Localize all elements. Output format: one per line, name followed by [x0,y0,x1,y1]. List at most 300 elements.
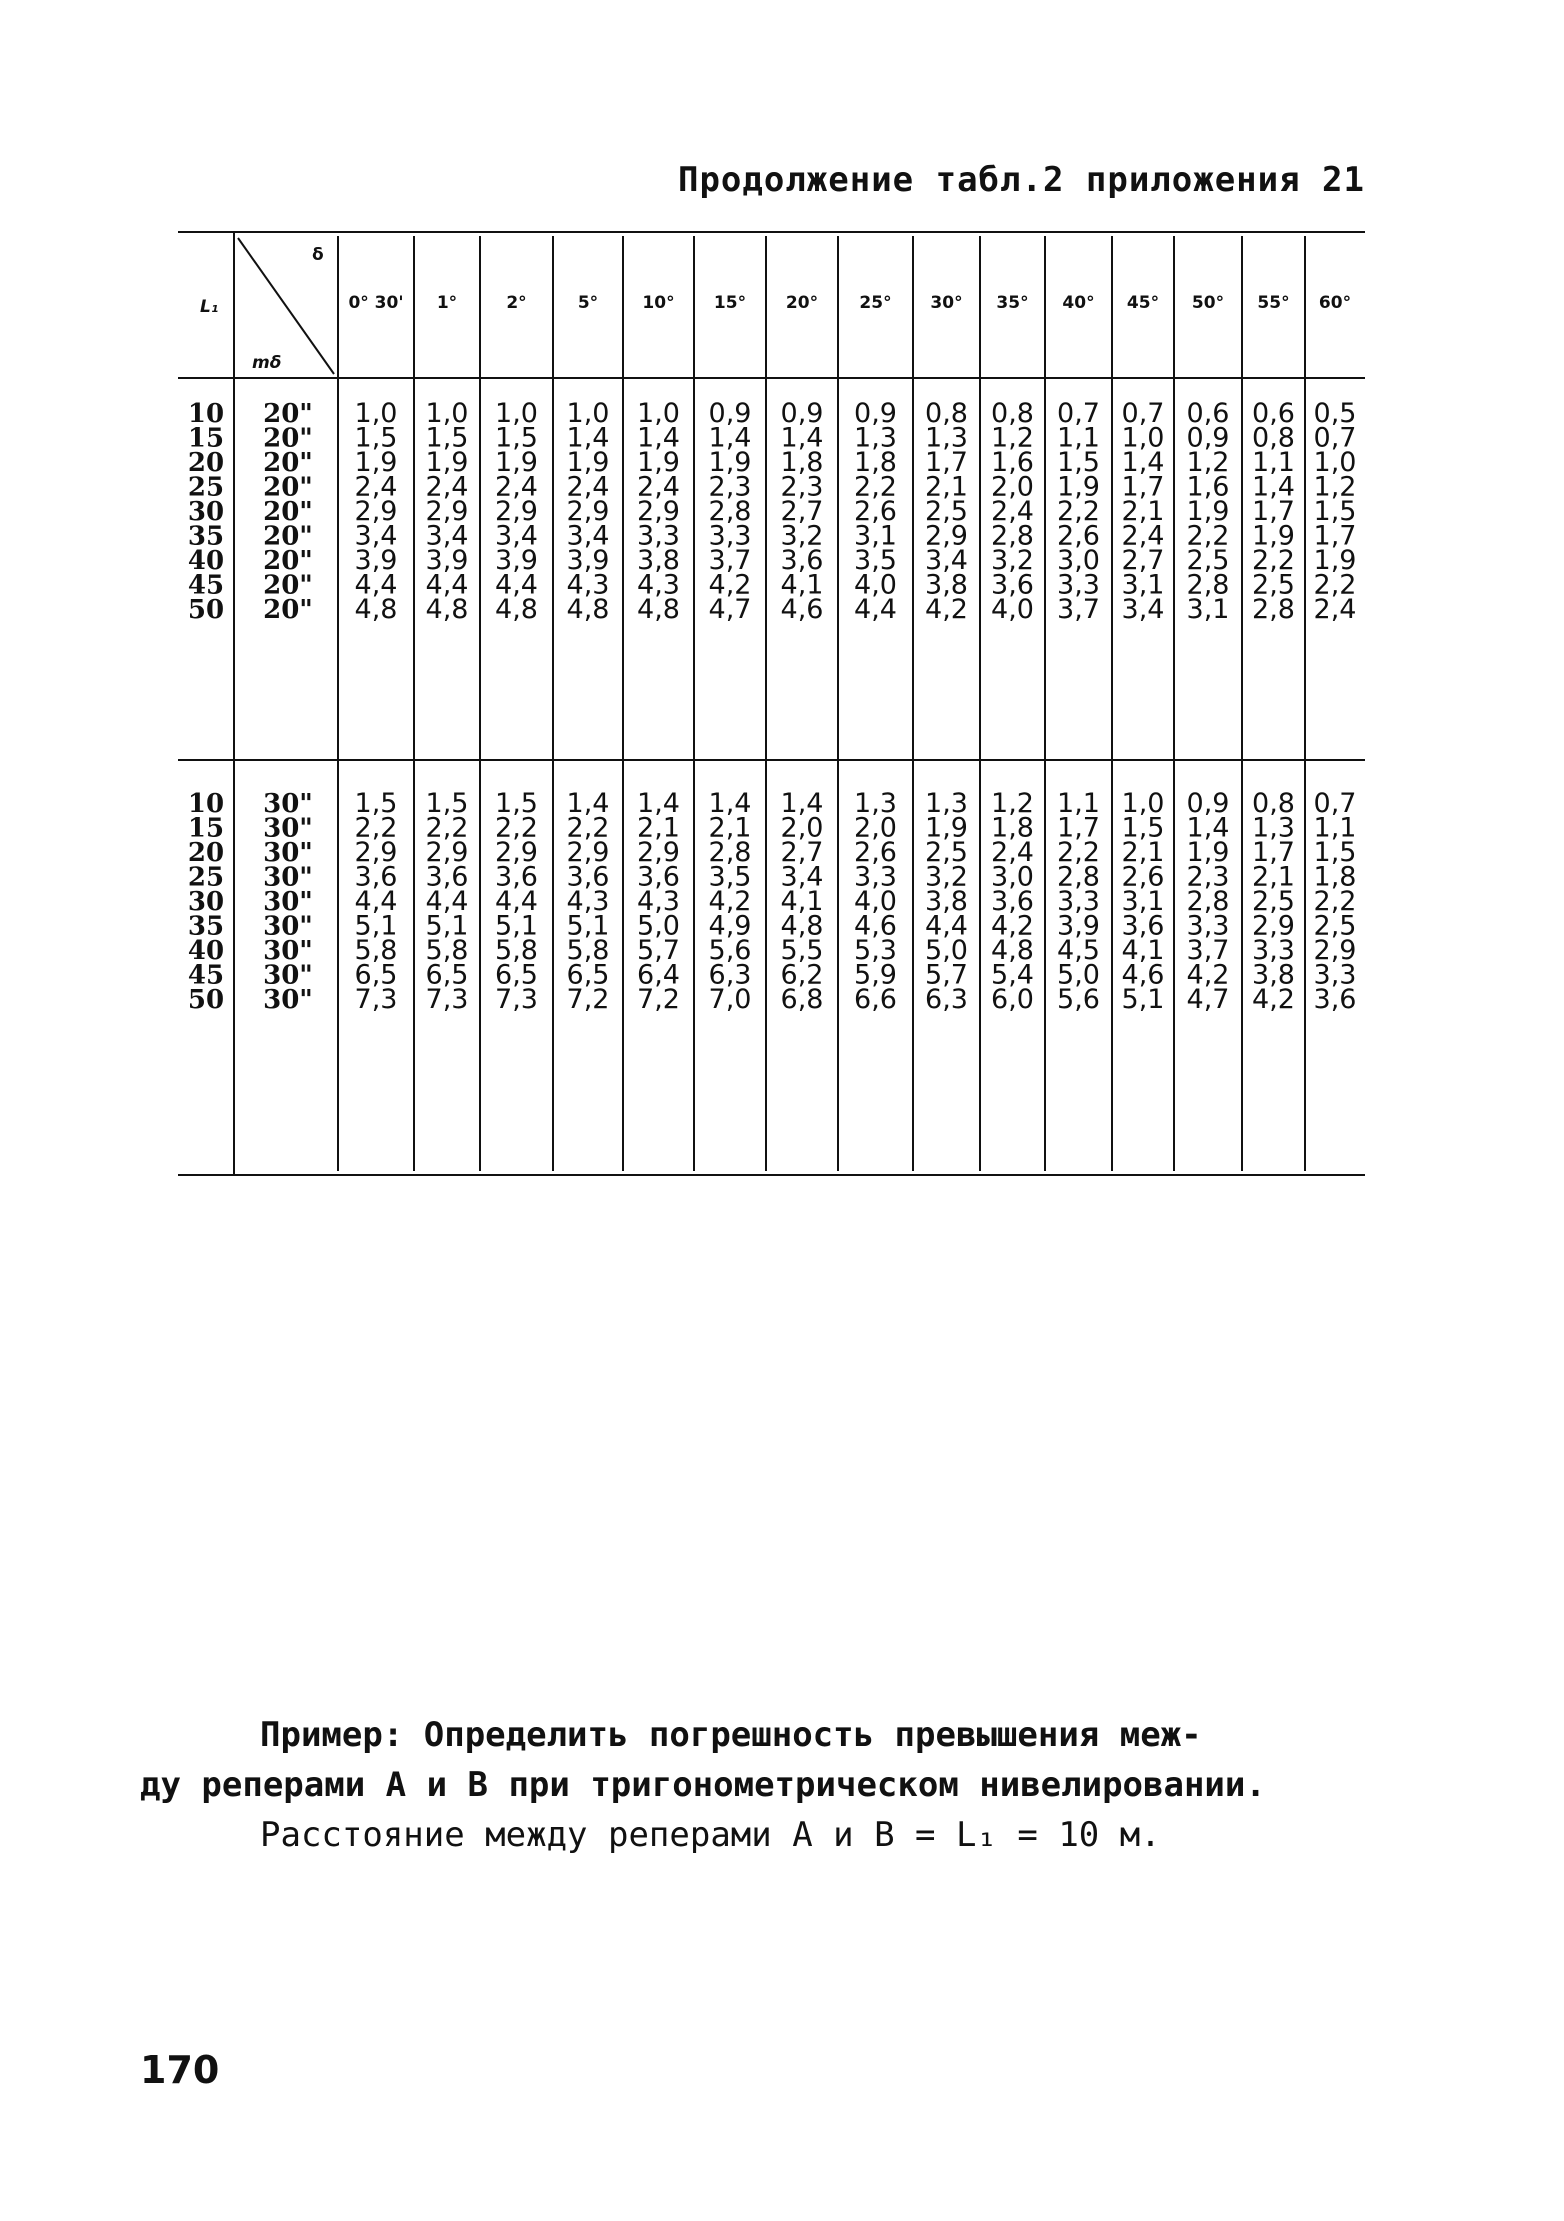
table-cell: 3,6 [637,861,680,893]
row-l1: 15 [187,813,225,844]
table-cell: 1,5 [495,422,538,454]
table-cell: 1,1 [1057,422,1100,454]
table-cell: 4,2 [991,910,1034,942]
table-cell: 6,4 [637,959,680,991]
table-cell: 0,9 [854,398,897,429]
table-cell: 2,9 [566,837,610,868]
table-cell: 1,2 [1313,471,1357,503]
row-m-delta: 30" [263,960,313,991]
table-cell: 3,2 [925,861,968,893]
table-cell: 3,8 [925,569,968,601]
table-cell: 6,2 [780,959,824,991]
table-cell: 1,0 [495,398,538,429]
table-cell: 1,9 [1057,471,1100,503]
table-cell: 2,3 [1186,861,1230,893]
table-cell: 3,4 [425,520,469,552]
table-cell: 2,9 [637,496,680,527]
table-cell: 2,6 [854,837,897,868]
table-cell: 4,2 [708,569,752,601]
table-cell: 4,4 [854,594,897,625]
table-cell: 2,7 [1121,545,1165,576]
table-cell: 4,8 [495,594,538,625]
table-cell: 2,5 [1186,545,1230,576]
table-cell: 2,9 [425,837,469,868]
table-cell: 7,3 [495,984,538,1015]
table-cell: 1,7 [1252,496,1295,527]
table-cell: 3,3 [708,520,752,552]
table-cell: 3,0 [1057,545,1100,576]
example-line-1: Пример: Определить погрешность превышения меж- [260,1715,1202,1755]
table-cell: 2,4 [566,471,610,503]
table-cell: 3,6 [425,861,469,893]
table-cell: 5,6 [708,935,752,966]
header-angle: 1° [436,293,458,313]
table-cell: 4,3 [566,886,610,917]
table-cell: 4,8 [637,594,680,625]
table-cell: 2,6 [1121,861,1165,893]
row-m-delta: 20" [263,521,313,552]
table-cell: 2,6 [1057,520,1100,552]
row-m-delta: 20" [263,570,313,601]
table-cell: 0,5 [1313,398,1357,429]
header-angle: 10° [642,293,675,313]
row-l1: 50 [187,985,225,1015]
table-cell: 5,7 [637,935,680,966]
table-cell: 4,4 [495,569,538,601]
table-cell: 2,2 [425,812,469,844]
table-cell: 4,9 [708,910,752,942]
table-cell: 3,3 [637,520,680,552]
table-cell: 1,8 [1313,861,1357,893]
table-cell: 5,8 [354,935,398,966]
table-cell: 5,8 [425,935,469,966]
table-cell: 1,5 [495,788,538,819]
row-l1: 20 [187,838,225,868]
table-cell: 0,7 [1313,788,1357,819]
table-cell: 2,8 [991,520,1034,552]
error-table [178,230,1365,1180]
table-cell: 3,5 [708,861,752,893]
table-cell: 1,0 [354,398,398,429]
table-cell: 3,6 [354,861,398,893]
table-cell: 3,6 [1313,984,1357,1015]
table-cell: 5,0 [1057,959,1100,991]
table-cell: 1,3 [1252,812,1295,844]
table-cell: 0,8 [925,398,968,429]
table-cell: 3,6 [566,861,610,893]
table-cell: 2,8 [708,496,752,527]
table-cell: 2,2 [854,471,897,503]
table-cell: 3,9 [495,545,538,576]
table-cell: 2,2 [566,812,610,844]
error-table-grid [178,230,1365,1180]
table-cell: 0,9 [708,398,752,429]
row-m-delta: 20" [263,595,313,625]
header-angle: 55° [1257,293,1290,313]
header-angle: 0° 30' [348,293,404,313]
table-cell: 3,7 [1186,935,1230,966]
table-cell: 4,1 [780,886,824,917]
table-cell: 7,3 [425,984,469,1015]
table-cell: 2,4 [1313,594,1357,625]
example-paragraph [140,1710,1440,1860]
table-cell: 4,4 [925,910,968,942]
table-cell: 4,7 [708,594,752,625]
table-cell: 3,4 [566,520,610,552]
table-cell: 1,5 [354,788,398,819]
table-cell: 3,1 [1186,594,1230,625]
table-cell: 1,4 [637,422,680,454]
row-m-delta: 20" [263,448,313,478]
table-cell: 2,8 [1252,594,1295,625]
table-cell: 1,4 [566,788,610,819]
table-cell: 1,9 [1313,545,1357,576]
table-caption: Продолжение табл.2 приложения 21 [677,160,1365,200]
table-cell: 7,2 [637,984,680,1015]
header-angle: 20° [785,293,819,313]
table-cell: 5,1 [495,910,538,942]
row-l1: 35 [187,911,225,942]
table-cell: 0,7 [1057,398,1100,429]
table-cell: 1,9 [637,447,680,478]
table-cell: 2,8 [708,837,752,868]
table-cell: 1,5 [425,788,469,819]
table-cell: 1,1 [1057,788,1100,819]
row-l1: 40 [187,546,225,576]
table-cell: 2,9 [425,496,469,527]
table-cell: 2,6 [854,496,897,527]
table-cell: 2,9 [495,496,538,527]
table-cell: 5,1 [354,910,398,942]
table-cell: 7,2 [566,984,610,1015]
table-cell: 3,0 [991,861,1034,893]
table-cell: 2,4 [1121,520,1165,552]
table-cell: 6,3 [708,959,752,991]
table-cell: 1,1 [1313,812,1357,844]
header-angle: 50° [1191,293,1225,313]
table-cell: 1,5 [425,422,469,454]
table-cell: 2,9 [1252,910,1295,942]
row-l1: 45 [187,960,225,991]
table-cell: 4,3 [637,886,680,917]
table-cell: 1,7 [1121,471,1165,503]
table-cell: 3,5 [854,545,897,576]
table-cell: 2,1 [708,812,752,844]
row-m-delta: 30" [263,911,313,942]
table-cell: 4,8 [425,594,469,625]
row-m-delta: 30" [263,985,313,1015]
table-cell: 2,7 [780,837,824,868]
table-cell: 4,0 [854,569,897,601]
table-cell: 4,4 [425,569,469,601]
table-cell: 4,4 [425,886,469,917]
table-cell: 3,4 [1121,594,1165,625]
table-cell: 7,3 [354,984,398,1015]
table-cell: 2,1 [1121,496,1165,527]
table-cell: 1,9 [925,812,968,844]
page-number: 170 [140,2048,220,2092]
row-l1: 10 [187,399,225,429]
table-cell: 2,9 [495,837,538,868]
table-cell: 0,6 [1252,398,1295,429]
table-cell: 1,9 [1186,837,1230,868]
table-cell: 1,9 [566,447,610,478]
row-l1: 40 [187,936,225,966]
table-cell: 5,1 [425,910,469,942]
row-m-delta: 30" [263,862,313,893]
table-cell: 2,1 [925,471,968,503]
table-cell: 3,3 [1057,569,1100,601]
table-cell: 0,7 [1121,398,1165,429]
table-cell: 5,0 [637,910,680,942]
table-cell: 4,0 [991,594,1034,625]
table-cell: 1,3 [925,422,968,454]
table-cell: 2,2 [1313,886,1357,917]
table-cell: 6,5 [495,959,538,991]
table-cell: 1,8 [991,812,1034,844]
table-cell: 3,7 [708,545,752,576]
table-cell: 5,4 [991,959,1034,991]
row-l1: 25 [187,862,225,893]
table-cell: 4,6 [854,910,897,942]
table-cell: 0,7 [1313,422,1357,454]
table-cell: 3,9 [425,545,469,576]
table-cell: 1,8 [854,447,897,478]
table-cell: 3,2 [991,545,1034,576]
table-cell: 1,9 [495,447,538,478]
table-cell: 4,6 [1121,959,1165,991]
header-m-delta: mδ [252,353,282,373]
row-m-delta: 20" [263,546,313,576]
row-m-delta: 20" [263,399,313,429]
row-l1: 15 [187,423,225,454]
header-angle: 30° [930,293,963,313]
table-cell: 2,3 [708,471,752,503]
table-cell: 3,8 [637,545,680,576]
row-m-delta: 30" [263,813,313,844]
example-line-3: Расстояние между реперами А и В = L₁ = 10 м. [260,1815,1161,1855]
table-cell: 2,5 [1313,910,1357,942]
table-cell: 4,1 [780,569,824,601]
row-l1: 30 [187,887,225,917]
table-cell: 1,4 [780,788,824,819]
table-cell: 3,1 [1121,569,1165,601]
table-cell: 1,7 [1252,837,1295,868]
table-cell: 4,2 [708,886,752,917]
table-cell: 0,8 [991,398,1034,429]
row-l1: 35 [187,521,225,552]
table-cell: 1,8 [780,447,824,478]
table-cell: 2,9 [1313,935,1357,966]
table-cell: 2,9 [566,496,610,527]
table-cell: 3,9 [1057,910,1100,942]
table-cell: 2,2 [1186,520,1230,552]
table-cell: 2,4 [991,496,1034,527]
table-cell: 2,2 [1313,569,1357,601]
row-m-delta: 20" [263,472,313,503]
table-cell: 2,1 [1121,837,1165,868]
table-cell: 2,5 [925,496,968,527]
table-cell: 1,2 [991,788,1034,819]
table-cell: 4,4 [495,886,538,917]
table-cell: 2,0 [854,812,897,844]
header-angle: 45° [1126,293,1160,313]
table-cell: 4,2 [1186,959,1230,991]
table-cell: 5,6 [1057,984,1100,1015]
table-cell: 2,9 [354,496,398,527]
table-cell: 1,0 [1121,422,1165,454]
table-cell: 3,9 [354,545,398,576]
table-cell: 5,0 [925,935,968,966]
table-cell: 1,4 [1121,447,1165,478]
table-cell: 1,4 [708,422,752,454]
table-cell: 3,1 [1121,886,1165,917]
table-cell: 4,6 [780,594,824,625]
row-m-delta: 30" [263,789,313,819]
table-cell: 2,4 [425,471,469,503]
header-angle: 60° [1318,293,1352,313]
table-cell: 2,5 [1252,886,1295,917]
row-l1: 45 [187,570,225,601]
table-cell: 3,4 [495,520,538,552]
row-m-delta: 30" [263,936,313,966]
table-cell: 3,6 [1121,910,1165,942]
table-cell: 2,8 [1186,569,1230,601]
table-cell: 1,3 [854,788,897,819]
table-cell: 1,9 [354,447,398,478]
table-cell: 5,8 [495,935,538,966]
row-l1: 25 [187,472,225,503]
table-cell: 3,8 [1252,959,1295,991]
table-cell: 2,5 [925,837,968,868]
table-cell: 2,5 [1252,569,1295,601]
table-cell: 2,3 [780,471,824,503]
table-cell: 3,3 [1252,935,1295,966]
table-cell: 6,8 [780,984,824,1015]
table-cell: 0,8 [1252,788,1295,819]
table-cell: 5,8 [566,935,610,966]
table-cell: 3,6 [495,861,538,893]
table-cell: 5,9 [854,959,897,991]
table-cell: 4,8 [780,910,824,942]
table-cell: 4,2 [925,594,968,625]
table-cell: 3,6 [780,545,824,576]
table-cell: 4,4 [354,886,398,917]
table-cell: 4,8 [991,935,1034,966]
header-angle: 40° [1062,293,1095,313]
table-cell: 3,6 [991,569,1034,601]
table-cell: 3,8 [925,886,968,917]
table-cell: 5,1 [1121,984,1165,1015]
header-angle: 5° [577,293,599,313]
table-cell: 1,5 [1057,447,1100,478]
table-cell: 2,1 [637,812,680,844]
table-cell: 4,1 [1121,935,1165,966]
table-cell: 5,1 [566,910,610,942]
table-cell: 3,2 [780,520,824,552]
table-cell: 2,1 [1252,861,1295,893]
table-cell: 1,0 [1121,788,1165,819]
row-m-delta: 30" [263,838,313,868]
table-cell: 3,7 [1057,594,1100,625]
table-cell: 2,2 [1057,837,1100,868]
table-cell: 1,0 [566,398,610,429]
header-angle: 35° [996,293,1029,313]
table-cell: 1,0 [425,398,469,429]
header-angle: 15° [713,293,747,313]
header-angle: 25° [859,293,892,313]
table-cell: 4,8 [566,594,610,625]
table-cell: 2,4 [991,837,1034,868]
table-cell: 3,3 [1186,910,1230,942]
example-line-2: ду реперами А и В при тригонометрическом нивелировании. [140,1765,1266,1805]
table-cell: 2,2 [1057,496,1100,527]
table-cell: 1,4 [637,788,680,819]
table-cell: 1,5 [1121,812,1165,844]
table-cell: 6,5 [354,959,398,991]
table-cell: 6,3 [925,984,968,1015]
table-cell: 2,9 [925,520,968,552]
table-cell: 3,4 [780,861,824,893]
table-cell: 1,9 [708,447,752,478]
table-cell: 1,7 [925,447,968,478]
table-cell: 3,3 [854,861,897,893]
table-cell: 2,4 [354,471,398,503]
table-cell: 3,1 [854,520,897,552]
table-cell: 1,3 [854,422,897,454]
table-cell: 5,3 [854,935,897,966]
table-cell: 1,0 [1313,447,1357,478]
table-cell: 3,4 [354,520,398,552]
header-angle: 2° [506,293,527,313]
table-cell: 1,9 [1186,496,1230,527]
table-cell: 3,3 [1313,959,1357,991]
table-cell: 2,4 [637,471,680,503]
table-cell: 4,0 [854,886,897,917]
table-cell: 0,9 [1186,788,1230,819]
table-cell: 0,9 [780,398,824,429]
table-cell: 3,9 [566,545,610,576]
table-cell: 1,5 [354,422,398,454]
table-cell: 1,4 [780,422,824,454]
table-cell: 3,3 [1057,886,1100,917]
table-cell: 6,5 [425,959,469,991]
table-cell: 0,8 [1252,422,1295,454]
table-cell: 1,4 [1186,812,1230,844]
table-cell: 3,4 [925,545,968,576]
table-cell: 5,5 [780,935,824,966]
table-cell: 2,7 [780,496,824,527]
table-cell: 6,0 [991,984,1034,1015]
table-cell: 1,7 [1313,520,1357,552]
table-cell: 4,2 [1252,984,1295,1015]
table-cell: 1,5 [1313,496,1357,527]
table-cell: 0,6 [1186,398,1230,429]
table-cell: 2,8 [1186,886,1230,917]
table-cell: 4,3 [566,569,610,601]
header-delta: δ [312,245,324,265]
table-cell: 1,3 [925,788,968,819]
row-l1: 20 [187,448,225,478]
table-cell: 2,2 [495,812,538,844]
table-cell: 1,4 [1252,471,1295,503]
table-cell: 4,8 [354,594,398,625]
table-cell: 1,9 [1252,520,1295,552]
table-cell: 4,3 [637,569,680,601]
table-cell: 2,4 [495,471,538,503]
table-cell: 4,4 [354,569,398,601]
table-cell: 2,9 [354,837,398,868]
